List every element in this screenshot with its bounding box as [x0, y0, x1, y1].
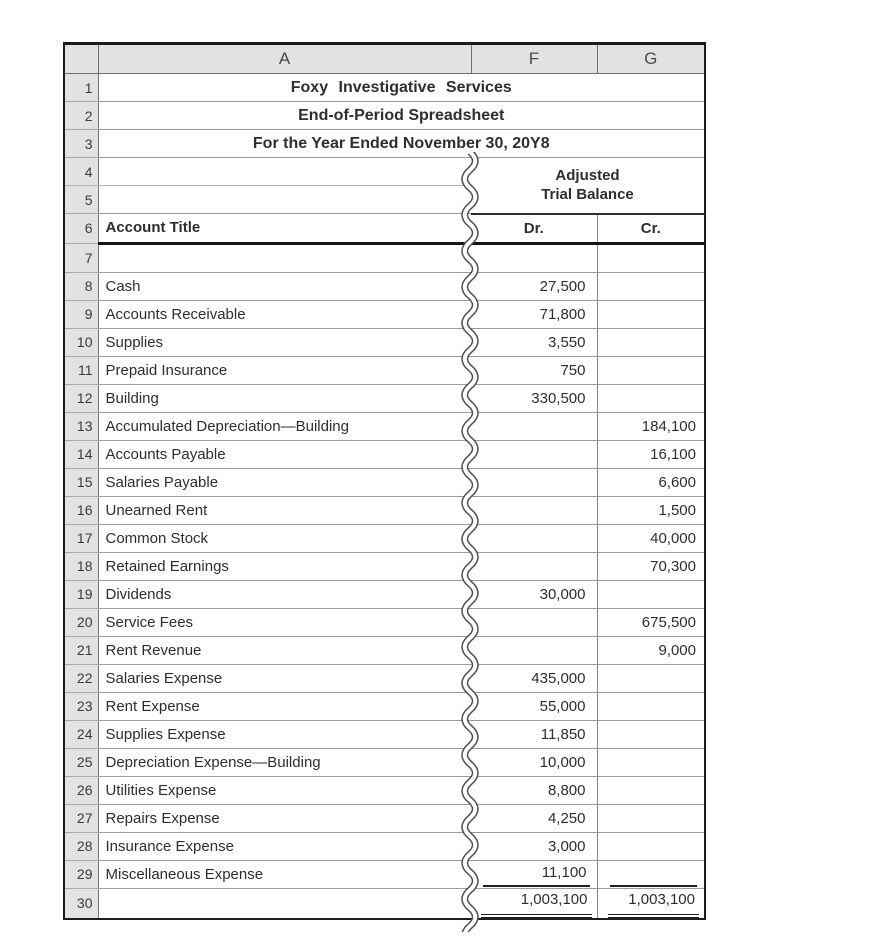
- dr-cell[interactable]: 55,000: [471, 692, 597, 720]
- table-row: [64, 748, 705, 776]
- table-row: [64, 158, 705, 186]
- row-number[interactable]: 26: [64, 776, 98, 804]
- cr-cell[interactable]: [597, 272, 705, 300]
- empty-cell[interactable]: [98, 243, 471, 272]
- row-number[interactable]: 19: [64, 580, 98, 608]
- table-row: [64, 832, 705, 860]
- dr-cell[interactable]: 11,850: [471, 720, 597, 748]
- cr-cell[interactable]: [597, 664, 705, 692]
- cr-cell[interactable]: 70,300: [597, 552, 705, 580]
- table-row: [64, 74, 705, 102]
- dr-cell[interactable]: [471, 636, 597, 664]
- table-row: [64, 243, 705, 272]
- account-title-cell[interactable]: Miscellaneous Expense: [98, 860, 471, 888]
- company-title-cell[interactable]: Foxy Investigative Services: [98, 74, 705, 102]
- dr-header[interactable]: Dr.: [471, 214, 597, 244]
- row-number[interactable]: 10: [64, 328, 98, 356]
- cr-cell[interactable]: [597, 328, 705, 356]
- dr-cell[interactable]: 71,800: [471, 300, 597, 328]
- account-title-cell[interactable]: Insurance Expense: [98, 832, 471, 860]
- column-header-g[interactable]: G: [597, 44, 705, 74]
- cr-cell[interactable]: [597, 748, 705, 776]
- row-number[interactable]: 30: [64, 888, 98, 919]
- row-number[interactable]: 4: [64, 158, 98, 186]
- empty-cell[interactable]: [471, 243, 597, 272]
- account-title-cell[interactable]: Retained Earnings: [98, 552, 471, 580]
- account-title-cell[interactable]: Building: [98, 384, 471, 412]
- column-header-f[interactable]: F: [471, 44, 597, 74]
- table-row: [64, 384, 705, 412]
- table-row: [64, 300, 705, 328]
- column-header-row: [64, 44, 705, 74]
- cr-cell[interactable]: 675,500: [597, 608, 705, 636]
- row-number[interactable]: 17: [64, 524, 98, 552]
- table-row: [64, 272, 705, 300]
- dr-cell[interactable]: 3,000: [471, 832, 597, 860]
- cr-cell[interactable]: [597, 384, 705, 412]
- row-number[interactable]: 11: [64, 356, 98, 384]
- account-title-cell[interactable]: Utilities Expense: [98, 776, 471, 804]
- row-number[interactable]: 6: [64, 214, 98, 244]
- dr-cell[interactable]: [471, 608, 597, 636]
- table-row: [64, 440, 705, 468]
- account-title-cell[interactable]: Service Fees: [98, 608, 471, 636]
- row-number[interactable]: 16: [64, 496, 98, 524]
- dr-cell[interactable]: 435,000: [471, 664, 597, 692]
- row-number[interactable]: 27: [64, 804, 98, 832]
- table-row: [64, 328, 705, 356]
- row-number[interactable]: 23: [64, 692, 98, 720]
- row-number[interactable]: 5: [64, 186, 98, 214]
- row-number[interactable]: 24: [64, 720, 98, 748]
- table-row: [64, 608, 705, 636]
- row-number[interactable]: 20: [64, 608, 98, 636]
- cr-cell[interactable]: [597, 776, 705, 804]
- account-title-cell[interactable]: Accumulated Depreciation—Building: [98, 412, 471, 440]
- row-number[interactable]: 9: [64, 300, 98, 328]
- table-row: [64, 720, 705, 748]
- account-title-cell[interactable]: Accounts Payable: [98, 440, 471, 468]
- corner-cell[interactable]: [64, 44, 98, 74]
- account-title-cell[interactable]: Salaries Payable: [98, 468, 471, 496]
- empty-cell[interactable]: [98, 158, 471, 186]
- empty-cell[interactable]: [597, 243, 705, 272]
- row-number[interactable]: 21: [64, 636, 98, 664]
- account-title-cell[interactable]: Prepaid Insurance: [98, 356, 471, 384]
- account-title-cell[interactable]: Supplies Expense: [98, 720, 471, 748]
- account-title-header[interactable]: Account Title: [98, 214, 471, 244]
- dr-total-cell[interactable]: [471, 888, 597, 919]
- table-row: [64, 356, 705, 384]
- dr-cell[interactable]: 3,550: [471, 328, 597, 356]
- band-line2: Trial Balance: [541, 186, 634, 204]
- cr-header[interactable]: Cr.: [597, 214, 705, 244]
- row-number[interactable]: 14: [64, 440, 98, 468]
- dr-cell[interactable]: 8,800: [471, 776, 597, 804]
- row-number[interactable]: 3: [64, 130, 98, 158]
- account-title-cell[interactable]: Depreciation Expense—Building: [98, 748, 471, 776]
- account-title-cell[interactable]: Rent Expense: [98, 692, 471, 720]
- table-row: [64, 776, 705, 804]
- cr-single-rule: [610, 861, 698, 887]
- dr-total-double-rule: 1,003,100: [481, 889, 592, 918]
- account-title-cell[interactable]: Supplies: [98, 328, 471, 356]
- table-row: [64, 412, 705, 440]
- dr-cell[interactable]: 30,000: [471, 580, 597, 608]
- cr-cell[interactable]: [597, 720, 705, 748]
- account-title-cell[interactable]: Accounts Receivable: [98, 300, 471, 328]
- cr-cell[interactable]: [597, 860, 705, 888]
- cr-cell[interactable]: 16,100: [597, 440, 705, 468]
- total-row: [64, 888, 705, 919]
- account-title-cell[interactable]: Cash: [98, 272, 471, 300]
- dr-cell[interactable]: [471, 524, 597, 552]
- row-number[interactable]: 2: [64, 102, 98, 130]
- cr-cell[interactable]: [597, 804, 705, 832]
- table-row: [64, 664, 705, 692]
- cr-cell[interactable]: [597, 832, 705, 860]
- row-number[interactable]: 22: [64, 664, 98, 692]
- cr-cell[interactable]: 9,000: [597, 636, 705, 664]
- cr-cell[interactable]: [597, 356, 705, 384]
- table-row: [64, 524, 705, 552]
- empty-cell[interactable]: [98, 186, 471, 214]
- row-number[interactable]: 7: [64, 243, 98, 272]
- table-header-row: [64, 214, 705, 244]
- table-row: [64, 636, 705, 664]
- cr-cell[interactable]: 40,000: [597, 524, 705, 552]
- table-row: [64, 130, 705, 158]
- column-header-a[interactable]: A: [98, 44, 471, 74]
- dr-cell[interactable]: [471, 440, 597, 468]
- row-number[interactable]: 15: [64, 468, 98, 496]
- row-number[interactable]: 18: [64, 552, 98, 580]
- cr-cell[interactable]: 1,500: [597, 496, 705, 524]
- table-row: [64, 468, 705, 496]
- dr-cell[interactable]: [471, 860, 597, 888]
- dr-cell[interactable]: [471, 496, 597, 524]
- row-number[interactable]: 25: [64, 748, 98, 776]
- table-row: [64, 102, 705, 130]
- row-number[interactable]: 1: [64, 74, 98, 102]
- dr-cell[interactable]: 330,500: [471, 384, 597, 412]
- table-row: [64, 804, 705, 832]
- report-title-cell[interactable]: End-of-Period Spreadsheet: [98, 102, 705, 130]
- cr-cell[interactable]: [597, 300, 705, 328]
- cr-total-double-rule: 1,003,100: [608, 889, 700, 918]
- account-title-cell[interactable]: Salaries Expense: [98, 664, 471, 692]
- dr-cell[interactable]: 10,000: [471, 748, 597, 776]
- row-number[interactable]: 13: [64, 412, 98, 440]
- account-title-cell[interactable]: Rent Revenue: [98, 636, 471, 664]
- cr-cell[interactable]: [597, 580, 705, 608]
- table-row: [64, 692, 705, 720]
- cr-cell[interactable]: 184,100: [597, 412, 705, 440]
- cr-total-cell[interactable]: [597, 888, 705, 919]
- row-number[interactable]: 28: [64, 832, 98, 860]
- empty-cell[interactable]: [98, 888, 471, 919]
- dr-cell[interactable]: [471, 468, 597, 496]
- table-row: [64, 580, 705, 608]
- dr-cell[interactable]: [471, 552, 597, 580]
- account-title-cell[interactable]: Repairs Expense: [98, 804, 471, 832]
- table-row: [64, 496, 705, 524]
- dr-cell[interactable]: 4,250: [471, 804, 597, 832]
- dr-cell[interactable]: 750: [471, 356, 597, 384]
- table-row: [64, 860, 705, 888]
- account-title-cell[interactable]: Common Stock: [98, 524, 471, 552]
- account-title-cell[interactable]: Dividends: [98, 580, 471, 608]
- account-title-cell[interactable]: Unearned Rent: [98, 496, 471, 524]
- row-number[interactable]: 8: [64, 272, 98, 300]
- spreadsheet-grid: [63, 42, 706, 920]
- table-row: [64, 552, 705, 580]
- band-line1: Adjusted: [555, 167, 620, 185]
- adjusted-trial-balance-header[interactable]: [471, 158, 705, 214]
- dr-value-single-rule: 11,100: [483, 861, 590, 887]
- dr-cell[interactable]: 27,500: [471, 272, 597, 300]
- row-number[interactable]: 29: [64, 860, 98, 888]
- dr-cell[interactable]: [471, 412, 597, 440]
- cr-cell[interactable]: [597, 692, 705, 720]
- period-title-cell[interactable]: For the Year Ended November 30, 20Y8: [98, 130, 705, 158]
- cr-cell[interactable]: 6,600: [597, 468, 705, 496]
- row-number[interactable]: 12: [64, 384, 98, 412]
